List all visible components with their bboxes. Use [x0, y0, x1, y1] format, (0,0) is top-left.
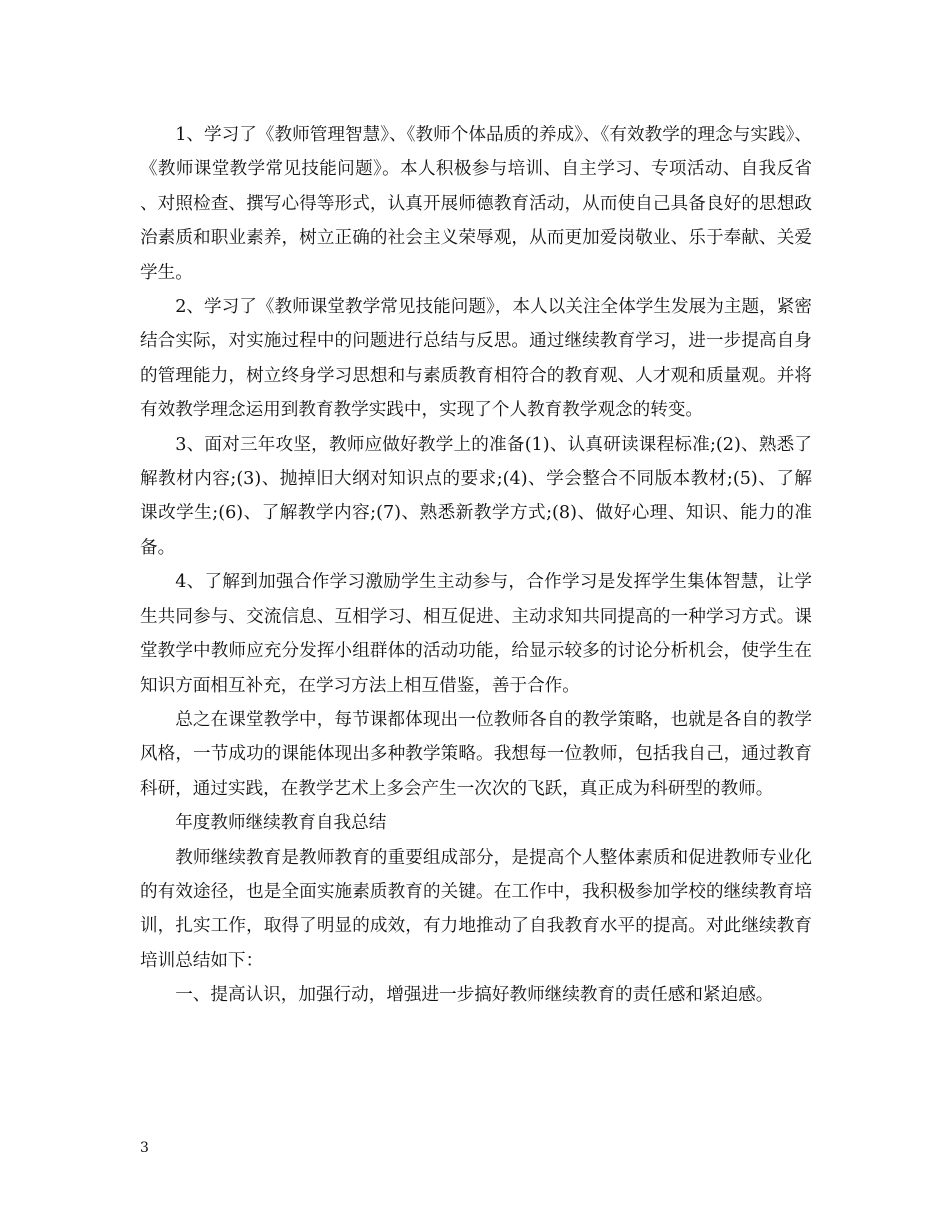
paragraph-conclusion: 总之在课堂教学中，每节课都体现出一位教师各自的教学策略，也就是各自的教学风格，一节成功的课能体现出多种教学策略。我想每一位教师，包括我自己，通过教育科研，通过实践，在教学艺术上多会产生一次次的飞跃，真正成为科研型的教师。: [140, 709, 812, 799]
section-heading: 年度教师继续教育自我总结: [175, 813, 387, 834]
page-number: 3: [140, 1140, 149, 1156]
paragraph-cooperative-learning: 4、了解到加强合作学习激励学生主动参与，合作学习是发挥学生集体智慧，让学生共同参与、交流信息、互相学习、相互促进、主动求知共同提高的一种学习方式。课堂教学中教师应充分发挥小组群体的活动功能，给显示较多的讨论分析机会，使学生在知识方面相互补充，在学习方法上相互借鉴，善于合作。: [140, 572, 812, 696]
paragraph-point-one: 一、提高认识，加强行动，增强进一步搞好教师继续教育的责任感和紧迫感。: [175, 985, 774, 1006]
paragraph-skill-problems: 2、学习了《教师课堂教学常见技能问题》，本人以关注全体学生发展为主题，紧密结合实际，对实施过程中的问题进行总结与反思。通过继续教育学习，进一步提高自身的管理能力，树立终身学习思想和与素质教育相符合的教育观、人才观和质量观。并将有效教学理念运用到教育教学实践中，实现了个人教育教学观念的转变。: [140, 297, 812, 421]
paragraph-preparation: 3、面对三年攻坚，教师应做好教学上的准备(1)、认真研读课程标准;(2)、熟悉了解教材内容;(3)、抛掉旧大纲对知识点的要求;(4)、学会整合不同版本教材;(5)、了解课改学生;(6)、了解教学内容;(7)、熟悉新教学方式;(8)、做好心理、知识、能力的准备。: [140, 434, 812, 558]
paragraph-continuing-education: 教师继续教育是教师教育的重要组成部分，是提高个人整体素质和促进教师专业化的有效途径，也是全面实施素质教育的关键。在工作中，我积极参加学校的继续教育培训，扎实工作，取得了明显的成效，有力地推动了自我教育水平的提高。对此继续教育培训总结如下：: [140, 847, 812, 971]
document-body: [140, 118, 812, 1013]
paragraph-study-books: 1、学习了《教师管理智慧》、《教师个体品质的养成》、《有效教学的理念与实践》、《教师课堂教学常见技能问题》。本人积极参与培训、自主学习、专项活动、自我反省、对照检查、撰写心得等形式，认真开展师德教育活动，从而使自己具备良好的思想政治素质和职业素养，树立正确的社会主义荣辱观，从而更加爱岗敬业、乐于奉献、关爱学生。: [140, 125, 812, 283]
